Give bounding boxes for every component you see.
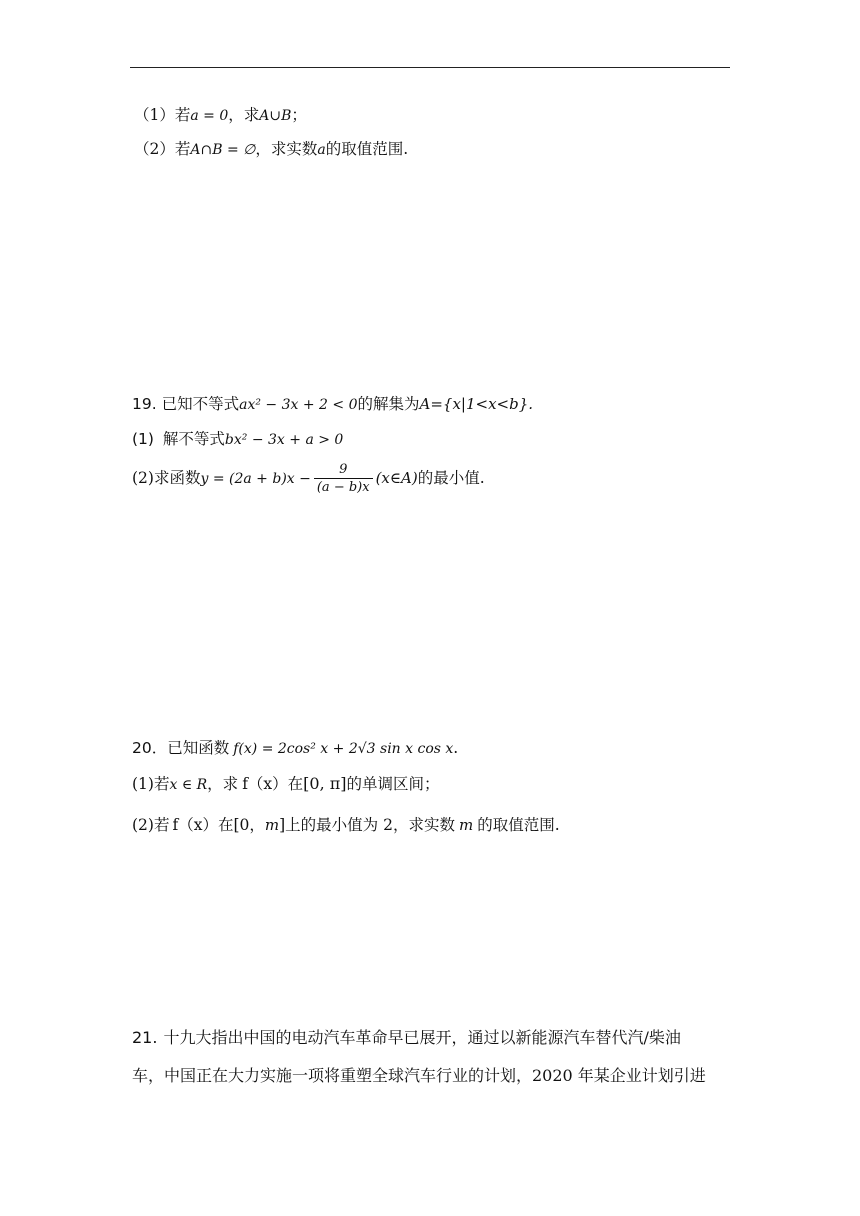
q20-part1: (1)若x ∈ R，求 f（x）在[0, π]的单调区间； <box>132 774 440 793</box>
q20-part2: (2)若 f（x）在[0，m]上的最小值为 2，求实数 m 的取值范围. <box>132 816 560 834</box>
q19-inequality-b: bx² − 3x + a > 0 <box>224 432 344 448</box>
q19-part2: (2)求函数y = (2a + b)x − $\frac{9}{(a - b)x}$ (x∈A)的最小值. <box>132 462 485 495</box>
q19-number: 19. <box>132 395 157 413</box>
q18-part2: （2）若A∩B = ∅，求实数a的取值范围. <box>134 140 409 158</box>
q19-solution-set: A={x|1<x<b}. <box>419 395 534 413</box>
q19-inequality: ax² − 3x + 2 < 0 <box>239 397 358 413</box>
q19-stem: 19. 已知不等式ax² − 3x + 2 < 0的解集为A={x|1<x<b}. <box>132 395 534 413</box>
q18-part1: （1）若a = 0，求A∪B； <box>134 106 307 124</box>
q20-number: 20． <box>132 739 168 757</box>
q19-function: y = (2a + b)x − <box>200 471 311 487</box>
q21-line1: 21. 十九大指出中国的电动汽车革命早已展开，通过以新能源汽车替代汽/柴油 <box>132 1028 681 1047</box>
q19-fraction: $\frac{9}{(a - b)x}$ <box>314 462 373 496</box>
q20-stem: 20．已知函数 f(x) = 2cos² x + 2√3 sin x cos x. <box>132 739 459 757</box>
q21-number: 21. <box>132 1028 158 1047</box>
q20-interval: [0, π] <box>303 774 347 793</box>
q18-union-expr: A∪B <box>259 108 292 124</box>
q18-condition-a: a = 0 <box>190 108 229 124</box>
header-rule <box>130 67 730 68</box>
q21-line2: 车，中国正在大力实施一项将重塑全球汽车行业的计划，2020 年某企业计划引进 <box>132 1066 706 1085</box>
q20-function: f(x) = 2cos² x + 2√3 sin x cos x <box>233 741 454 757</box>
q18-intersection-expr: A∩B = ∅ <box>190 142 256 158</box>
q19-part1: (1) 解不等式bx² − 3x + a > 0 <box>132 430 344 448</box>
